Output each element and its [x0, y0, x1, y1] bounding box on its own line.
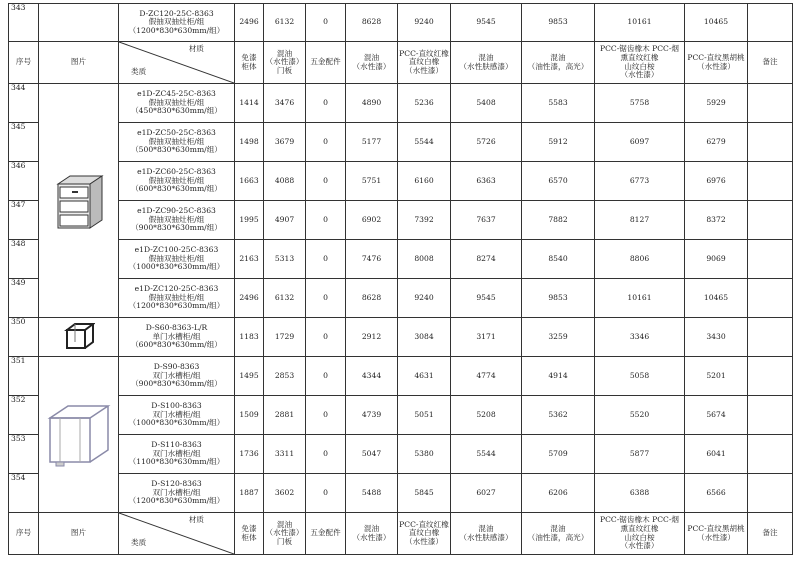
cell-line: 混油 — [550, 52, 566, 62]
price-cell: 9069 — [685, 240, 748, 279]
header-col — [264, 42, 306, 84]
cell-line: 混油 — [363, 52, 380, 62]
row-no: 351 — [9, 357, 39, 396]
price-cell: 9853 — [522, 4, 595, 42]
price-cell: 0 — [306, 435, 346, 474]
cell-line: 假抽双抽灶柜/组 — [148, 292, 205, 302]
header-col — [306, 42, 346, 84]
cell-line: （水性漆） — [697, 532, 735, 542]
price-cell: 5912 — [522, 123, 595, 162]
cell-line: D-ZC120-25C-8363 — [139, 8, 214, 18]
header-category-label: 类质 — [131, 67, 147, 77]
remark-cell — [748, 318, 793, 357]
cell-line: （水性漆） — [620, 70, 659, 80]
table-row — [9, 357, 793, 396]
price-cell: 1736 — [235, 435, 264, 474]
cell-line: 假抽双抽灶柜/组 — [148, 175, 205, 185]
price-cell: 0 — [306, 123, 346, 162]
price-cell: 6132 — [264, 279, 306, 318]
row-no: 350 — [9, 318, 39, 357]
product-description — [119, 435, 235, 474]
cell-line: （水性漆） — [620, 541, 659, 551]
price-cell: 1498 — [235, 123, 264, 162]
table-row — [9, 279, 793, 318]
cell-line: PCC-直纹红橡 — [399, 48, 449, 58]
price-cell: 7637 — [451, 201, 522, 240]
table-row — [9, 396, 793, 435]
price-cell: 5583 — [522, 84, 595, 123]
row-no: 352 — [9, 396, 39, 435]
remark-cell — [748, 240, 793, 279]
price-cell: 10161 — [595, 279, 685, 318]
cell-line: （油性漆，高光） — [527, 61, 589, 71]
price-cell: 6388 — [595, 474, 685, 513]
row-no: 343 — [9, 4, 39, 42]
cell-line: 门板 — [276, 65, 293, 75]
price-cell: 1183 — [235, 318, 264, 357]
cell-line: e1D-ZC100-25C-8363 — [134, 245, 219, 255]
remark-cell — [748, 396, 793, 435]
cell-line: e1D-ZC60-25C-8363 — [137, 167, 216, 177]
table-row — [9, 84, 793, 123]
price-cell: 6160 — [398, 162, 451, 201]
price-cell: 6570 — [522, 162, 595, 201]
cell-line: D-S60-8363-L/R — [145, 323, 208, 333]
price-cell: 9240 — [398, 279, 451, 318]
cell-line: e1D-ZC50-25C-8363 — [137, 128, 216, 138]
header-col — [398, 42, 451, 84]
price-cell: 8274 — [451, 240, 522, 279]
price-cell: 5201 — [685, 357, 748, 396]
price-cell: 8372 — [685, 201, 748, 240]
price-cell: 4631 — [398, 357, 451, 396]
cell-line: PCC-直纹黑胡桃 — [687, 52, 745, 62]
cell-line: e1D-ZC45-25C-8363 — [137, 89, 216, 99]
price-cell: 5051 — [398, 396, 451, 435]
price-cell: 8628 — [346, 4, 398, 42]
cell-line: 假抽双抽灶柜/组 — [148, 136, 205, 146]
cell-line: （1200*830*630mm/组） — [128, 496, 225, 506]
price-cell: 5177 — [346, 123, 398, 162]
price-cell: 9853 — [522, 279, 595, 318]
header-col — [398, 513, 451, 555]
price-cell: 2881 — [264, 396, 306, 435]
header-material-label: 材质 — [188, 44, 204, 53]
product-description — [119, 474, 235, 513]
product-description — [119, 162, 235, 201]
cell-line: 混油 — [478, 52, 494, 62]
cell-line: 混油 — [276, 519, 293, 529]
remark-cell — [748, 162, 793, 201]
price-cell: 4344 — [346, 357, 398, 396]
cell-line: 山纹白桉 — [624, 532, 655, 542]
price-cell: 0 — [306, 357, 346, 396]
price-cell: 3602 — [264, 474, 306, 513]
row-no: 346 — [9, 162, 39, 201]
cell-line: 免漆 — [241, 52, 257, 62]
remark-cell — [748, 357, 793, 396]
cell-line: （500*830*630mm/组） — [131, 145, 222, 155]
price-cell: 7882 — [522, 201, 595, 240]
cell-line: 假抽双抽灶柜/组 — [148, 97, 205, 107]
price-cell: 5236 — [398, 84, 451, 123]
price-table — [8, 3, 793, 555]
price-cell: 1995 — [235, 201, 264, 240]
price-cell: 8806 — [595, 240, 685, 279]
cell-line: PCC-直纹红橡 — [399, 519, 449, 529]
header-row — [9, 513, 793, 555]
price-cell: 0 — [306, 162, 346, 201]
price-cell: 5408 — [451, 84, 522, 123]
cell-line: 直纹白橡 — [408, 528, 440, 538]
product-description — [119, 201, 235, 240]
cell-line: （600*830*630mm/组） — [131, 184, 222, 194]
cell-line: （1000*830*630mm/组） — [128, 418, 225, 428]
product-description — [119, 84, 235, 123]
cell-line: （水性漆） — [405, 536, 443, 546]
price-cell: 5544 — [398, 123, 451, 162]
cell-line: e1D-ZC120-25C-8363 — [134, 284, 219, 294]
price-cell: 9545 — [451, 4, 522, 42]
price-cell: 6041 — [685, 435, 748, 474]
price-cell: 5488 — [346, 474, 398, 513]
header-col — [451, 42, 522, 84]
cell-line: PCC-锯齿橡木 PCC-烟 — [600, 515, 679, 525]
price-cell: 6976 — [685, 162, 748, 201]
cell-line: （油性漆，高光） — [527, 532, 589, 542]
price-cell: 8127 — [595, 201, 685, 240]
price-cell: 5726 — [451, 123, 522, 162]
remark-cell — [748, 435, 793, 474]
header-col — [235, 513, 264, 555]
price-cell: 2912 — [346, 318, 398, 357]
price-cell: 5544 — [451, 435, 522, 474]
cell-line: 双门水槽柜/组 — [152, 487, 201, 497]
price-cell: 2853 — [264, 357, 306, 396]
row-no: 353 — [9, 435, 39, 474]
cell-line: 假抽双抽灶柜/组 — [148, 253, 205, 263]
price-cell: 3346 — [595, 318, 685, 357]
header-col — [595, 42, 685, 84]
cell-line: 双门水槽柜/组 — [152, 409, 201, 419]
remark-cell — [748, 474, 793, 513]
table-body — [9, 4, 793, 555]
price-cell: 1414 — [235, 84, 264, 123]
cell-line: D-S100-8363 — [151, 401, 202, 411]
price-cell: 1509 — [235, 396, 264, 435]
header-material — [119, 42, 235, 84]
row-no: 345 — [9, 123, 39, 162]
cell-line: 直纹白橡 — [408, 57, 440, 67]
header-col — [264, 513, 306, 555]
cell-line: PCC-锯齿橡木 PCC-烟 — [600, 44, 679, 54]
product-description — [119, 240, 235, 279]
double-sink-cabinet-image — [39, 357, 119, 513]
price-cell: 4907 — [264, 201, 306, 240]
remark-cell — [748, 279, 793, 318]
price-cell: 1887 — [235, 474, 264, 513]
table-row — [9, 474, 793, 513]
row-no: 354 — [9, 474, 39, 513]
cell-line: 山纹白桉 — [624, 61, 655, 71]
cell-line: 免漆 — [241, 523, 257, 533]
cell-line: （600*830*630mm/组） — [131, 340, 222, 350]
price-cell: 5380 — [398, 435, 451, 474]
price-cell: 4914 — [522, 357, 595, 396]
cell-line: （水性漆） — [352, 61, 391, 71]
price-cell: 10465 — [685, 279, 748, 318]
table-row — [9, 435, 793, 474]
cell-line: （450*830*630mm/组） — [131, 106, 222, 116]
price-cell: 6363 — [451, 162, 522, 201]
table-row — [9, 4, 793, 42]
cell-line: （水性肤感漆） — [459, 532, 513, 542]
price-cell: 2496 — [235, 4, 264, 42]
table-row — [9, 240, 793, 279]
header-col — [451, 513, 522, 555]
cell-line: 假抽双抽灶柜/组 — [148, 214, 205, 224]
cell-line: （水性漆） — [697, 61, 735, 71]
price-cell: 10161 — [595, 4, 685, 42]
cell-line: 柜体 — [241, 532, 257, 542]
cell-line: e1D-ZC90-25C-8363 — [137, 206, 216, 216]
price-cell: 3259 — [522, 318, 595, 357]
cell-line: D-S120-8363 — [151, 479, 202, 489]
price-cell: 8628 — [346, 279, 398, 318]
price-cell: 0 — [306, 84, 346, 123]
price-cell: 0 — [306, 201, 346, 240]
price-cell: 5877 — [595, 435, 685, 474]
cell-line: （1100*830*630mm/组） — [128, 457, 225, 467]
product-description — [119, 318, 235, 357]
cell-line: 门板 — [276, 536, 293, 546]
table-row — [9, 162, 793, 201]
cell-line: 备注 — [762, 57, 778, 67]
cell-line: D-S90-8363 — [153, 362, 200, 372]
price-cell: 0 — [306, 318, 346, 357]
header-col — [522, 42, 595, 84]
price-cell: 0 — [306, 279, 346, 318]
table-row — [9, 123, 793, 162]
price-cell: 1495 — [235, 357, 264, 396]
row-no: 348 — [9, 240, 39, 279]
product-description — [119, 279, 235, 318]
price-cell: 10465 — [685, 4, 748, 42]
price-cell: 6902 — [346, 201, 398, 240]
price-cell: 5929 — [685, 84, 748, 123]
price-cell: 2496 — [235, 279, 264, 318]
price-cell: 3679 — [264, 123, 306, 162]
cell-line: 柜体 — [241, 61, 257, 71]
price-cell: 6027 — [451, 474, 522, 513]
price-cell: 1729 — [264, 318, 306, 357]
price-cell: 0 — [306, 4, 346, 42]
remark-cell — [748, 201, 793, 240]
price-cell: 6566 — [685, 474, 748, 513]
cell-line: （水性漆） — [265, 57, 304, 67]
table-row — [9, 318, 793, 357]
price-cell: 5845 — [398, 474, 451, 513]
price-cell: 2163 — [235, 240, 264, 279]
cell-line: （水性肤感漆） — [459, 61, 513, 71]
cell-line: （1200*830*630mm/组） — [128, 301, 225, 311]
row-no: 344 — [9, 84, 39, 123]
header-material-label: 材质 — [188, 515, 204, 524]
cell-line: 双门水槽柜/组 — [152, 370, 201, 380]
price-cell: 7392 — [398, 201, 451, 240]
cell-line: 混油 — [478, 523, 494, 533]
header-col — [346, 42, 398, 84]
header-pic: 图片 — [39, 42, 119, 84]
header-col — [306, 513, 346, 555]
header-no: 序号 — [9, 42, 39, 84]
price-cell: 5709 — [522, 435, 595, 474]
cell-line: PCC-直纹黑胡桃 — [687, 523, 745, 533]
price-cell: 4890 — [346, 84, 398, 123]
cell-line: 混油 — [276, 48, 293, 58]
price-cell: 3084 — [398, 318, 451, 357]
remark-cell — [748, 84, 793, 123]
cell-line: 熏直纹红橡 — [620, 52, 659, 62]
price-cell: 8540 — [522, 240, 595, 279]
price-cell: 5520 — [595, 396, 685, 435]
price-cell: 6097 — [595, 123, 685, 162]
price-cell: 0 — [306, 396, 346, 435]
header-pic: 图片 — [39, 513, 119, 555]
price-cell: 9240 — [398, 4, 451, 42]
price-cell: 8008 — [398, 240, 451, 279]
header-col — [346, 513, 398, 555]
cell-line: 混油 — [363, 523, 380, 533]
header-no: 序号 — [9, 513, 39, 555]
price-cell: 5313 — [264, 240, 306, 279]
product-description — [119, 357, 235, 396]
price-cell: 5208 — [451, 396, 522, 435]
price-cell: 5058 — [595, 357, 685, 396]
price-cell: 5674 — [685, 396, 748, 435]
header-col — [685, 513, 748, 555]
cell-line: 双门水槽柜/组 — [152, 448, 201, 458]
cell-line: 混油 — [550, 523, 566, 533]
cell-line: （1200*830*630mm/组） — [128, 25, 225, 35]
cell-line: 单门水槽柜/组 — [152, 331, 201, 341]
price-cell: 6132 — [264, 4, 306, 42]
table-row — [9, 201, 793, 240]
price-cell: 4774 — [451, 357, 522, 396]
cell-line: 五金配件 — [310, 528, 341, 538]
header-col — [235, 42, 264, 84]
price-cell: 5362 — [522, 396, 595, 435]
price-cell: 3311 — [264, 435, 306, 474]
price-cell: 3476 — [264, 84, 306, 123]
product-description — [119, 4, 235, 42]
cell-line: （水性漆） — [265, 528, 304, 538]
cell-line: 备注 — [762, 528, 778, 538]
drawer-cabinet-image — [39, 84, 119, 318]
cell-line: （900*830*630mm/组） — [131, 379, 222, 389]
header-col — [685, 42, 748, 84]
price-cell: 0 — [306, 474, 346, 513]
cell-line: （1000*830*630mm/组） — [128, 262, 225, 272]
cell-line: D-S110-8363 — [151, 440, 202, 450]
price-cell: 6279 — [685, 123, 748, 162]
price-cell: 5047 — [346, 435, 398, 474]
price-cell: 4739 — [346, 396, 398, 435]
price-cell: 3430 — [685, 318, 748, 357]
header-row — [9, 42, 793, 84]
price-cell: 6773 — [595, 162, 685, 201]
header-col — [748, 42, 793, 84]
cell-line: （900*830*630mm/组） — [131, 223, 222, 233]
row-no: 349 — [9, 279, 39, 318]
header-material — [119, 513, 235, 555]
cell-line: 熏直纹红橡 — [620, 523, 659, 533]
price-cell: 0 — [306, 240, 346, 279]
cell-line: （水性漆） — [352, 532, 391, 542]
product-description — [119, 396, 235, 435]
price-cell: 9545 — [451, 279, 522, 318]
price-cell: 1663 — [235, 162, 264, 201]
remark-cell — [748, 123, 793, 162]
cell-line: 五金配件 — [310, 57, 341, 67]
single-sink-cabinet-image — [39, 318, 119, 357]
cell-line: （水性漆） — [405, 65, 443, 75]
product-image-empty — [39, 4, 119, 42]
price-cell: 4088 — [264, 162, 306, 201]
product-description — [119, 123, 235, 162]
header-category-label: 类质 — [131, 538, 147, 548]
remark-cell — [748, 4, 793, 42]
header-col — [595, 513, 685, 555]
price-cell: 3171 — [451, 318, 522, 357]
price-cell: 5751 — [346, 162, 398, 201]
row-no: 347 — [9, 201, 39, 240]
price-cell: 6206 — [522, 474, 595, 513]
price-cell: 7476 — [346, 240, 398, 279]
price-cell: 5758 — [595, 84, 685, 123]
header-col — [748, 513, 793, 555]
header-col — [522, 513, 595, 555]
cell-line: 假抽双抽灶柜/组 — [148, 17, 205, 27]
